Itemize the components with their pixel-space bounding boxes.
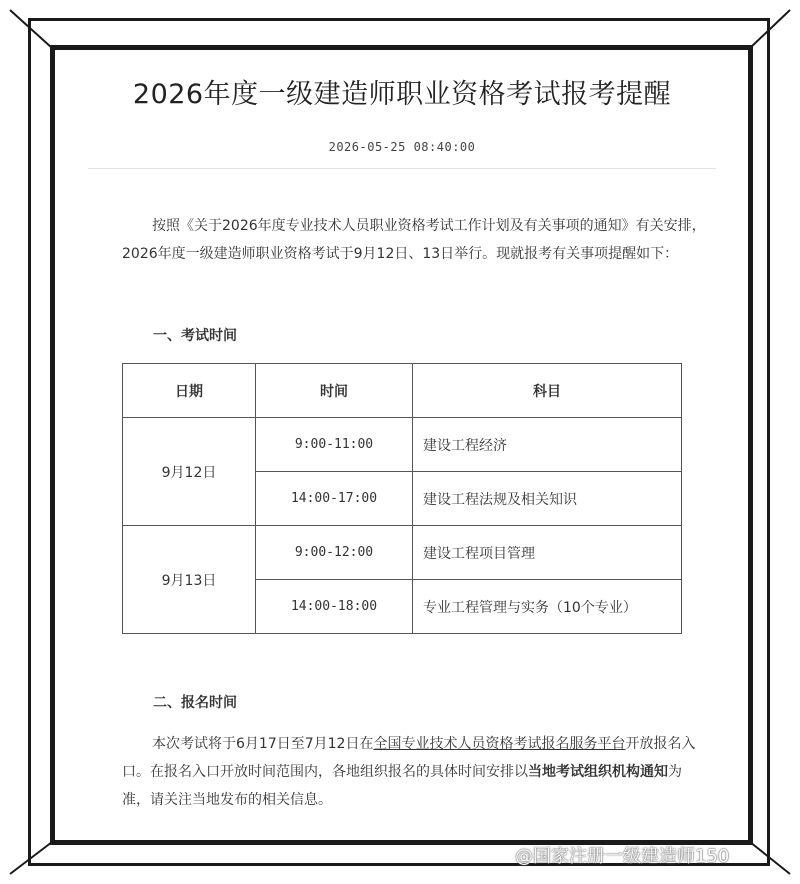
subject-cell: 建设工程经济 (413, 418, 682, 472)
page-title: 2026年度一级建造师职业资格考试报考提醒 (132, 79, 672, 110)
registration-text-2: 开放报名入口。在报名入口开放时间范围内，各地组织报名的具体时间安排以 (122, 736, 696, 780)
section-heading-exam-time: 一、考试时间 (153, 328, 237, 344)
time-cell: 14:00-17:00 (256, 472, 413, 526)
subject-cell: 建设工程项目管理 (413, 526, 682, 580)
registration-text-1: 本次考试将于6月17日至7月12日在 (152, 736, 374, 752)
table-row (123, 526, 682, 580)
time-cell: 9:00-12:00 (256, 526, 413, 580)
registration-platform-link[interactable]: 全国专业技术人员资格考试报名服务平台 (373, 736, 626, 752)
publish-timestamp: 2026-05-25 08:40:00 (328, 140, 476, 154)
subject-cell: 建设工程法规及相关知识 (413, 472, 682, 526)
exam-schedule-table (122, 363, 682, 634)
header-subject: 科目 (413, 364, 682, 418)
registration-paragraph (122, 730, 706, 814)
intro-paragraph: 按照《关于2026年度专业技术人员职业资格考试工作计划及有关事项的通知》有关安排，2026年度一级建造师职业资格考试于9月12日、13日举行。现就报考有关事项提醒如下： (122, 218, 706, 262)
time-cell: 14:00-18:00 (256, 580, 413, 634)
table-row (123, 418, 682, 472)
date-cell: 9月12日 (123, 418, 256, 526)
table-header-row (123, 364, 682, 418)
header-date: 日期 (123, 364, 256, 418)
title-divider (88, 168, 716, 169)
registration-emphasis: 当地考试组织机构通知 (528, 764, 668, 780)
source-watermark: @国家注册一级建造师150 (515, 846, 730, 867)
date-cell: 9月13日 (123, 526, 256, 634)
section-heading-registration-time: 二、报名时间 (153, 695, 237, 711)
header-time: 时间 (256, 364, 413, 418)
subject-cell: 专业工程管理与实务（10个专业） (413, 580, 682, 634)
time-cell: 9:00-11:00 (256, 418, 413, 472)
registration-text-3: 为准，请关注当地发布的相关信息。 (122, 764, 682, 808)
